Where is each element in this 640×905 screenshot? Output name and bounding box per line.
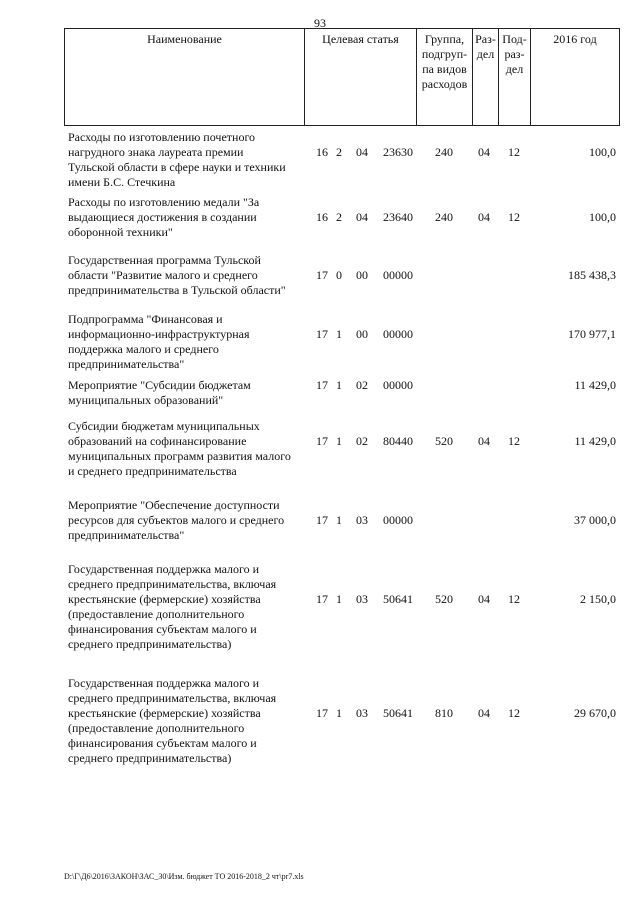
target-part-2: 2 xyxy=(336,210,342,224)
target-part-1: 17 xyxy=(316,378,328,392)
target-part-3: 02 xyxy=(356,434,368,448)
target-part-1: 16 xyxy=(316,145,328,159)
amount-2016: 170 977,1 xyxy=(568,327,616,341)
row-name-line: среднего предпринимательства) xyxy=(68,751,232,765)
header-subsection-line: дел xyxy=(505,62,524,76)
row-name-line: крестьянские (фермерские) хозяйства xyxy=(68,706,261,720)
group-code: 520 xyxy=(435,592,453,606)
row-name-line: Расходы по изготовлению почетного xyxy=(68,130,256,144)
file-path-footer: D:\Г\Д6\2016\ЗАКОН\ЗАС_30\Изм. бюджет ТО 2016-2018_2 чт\pr7.xls xyxy=(64,872,304,881)
amount-2016: 37 000,0 xyxy=(574,513,616,527)
target-part-3: 00 xyxy=(356,327,368,341)
target-part-4: 23640 xyxy=(383,210,413,224)
row-name-line: предпринимательства" xyxy=(68,528,185,542)
row-name-line: Подпрограмма "Финансовая и xyxy=(68,312,223,326)
target-part-2: 1 xyxy=(336,434,342,448)
row-name-line: Мероприятие "Субсидии бюджетам xyxy=(68,378,251,392)
target-part-3: 03 xyxy=(356,706,368,720)
group-code: 240 xyxy=(435,145,453,159)
row-name xyxy=(68,419,308,479)
target-part-1: 17 xyxy=(316,434,328,448)
row-name-line: области "Развитие малого и среднего xyxy=(68,268,258,282)
group-code: 240 xyxy=(435,210,453,224)
header-subsection-line: Под- xyxy=(502,32,527,46)
amount-2016: 100,0 xyxy=(589,210,616,224)
row-name-line: ресурсов для субъектов малого и среднего xyxy=(68,513,285,527)
target-part-3: 03 xyxy=(356,592,368,606)
amount-2016: 29 670,0 xyxy=(574,706,616,720)
target-part-4: 00000 xyxy=(383,378,413,392)
target-part-2: 1 xyxy=(336,592,342,606)
header-group-line: подгруп- xyxy=(421,47,468,61)
header-section xyxy=(473,29,499,125)
row-name-line: поддержка малого и среднего xyxy=(68,342,219,356)
target-part-4: 00000 xyxy=(383,513,413,527)
section-code: 04 xyxy=(478,210,490,224)
row-name-line: среднего предпринимательства, включая xyxy=(68,691,277,705)
target-part-1: 16 xyxy=(316,210,328,224)
row-name-line: крестьянские (фермерские) хозяйства xyxy=(68,592,261,606)
amount-2016: 100,0 xyxy=(589,145,616,159)
target-part-1: 17 xyxy=(316,592,328,606)
subsection-code: 12 xyxy=(508,706,520,720)
subsection-code: 12 xyxy=(508,210,520,224)
header-group-line: па видов xyxy=(422,62,467,76)
group-code: 810 xyxy=(435,706,453,720)
page-number: 93 xyxy=(314,16,326,30)
row-name xyxy=(68,195,308,240)
target-part-2: 1 xyxy=(336,513,342,527)
target-part-4: 23630 xyxy=(383,145,413,159)
target-part-4: 50641 xyxy=(383,706,413,720)
target-part-3: 04 xyxy=(356,210,368,224)
target-part-4: 80440 xyxy=(383,434,413,448)
section-code: 04 xyxy=(478,706,490,720)
row-name-line: образований на софинансирование xyxy=(68,434,247,448)
subsection-code: 12 xyxy=(508,592,520,606)
row-name-line: Тульской области в сфере науки и техники xyxy=(68,160,286,174)
row-name-line: муниципальных образований" xyxy=(68,393,224,407)
target-part-2: 1 xyxy=(336,327,342,341)
target-part-3: 00 xyxy=(356,268,368,282)
row-name xyxy=(68,498,308,543)
row-name xyxy=(68,312,308,372)
row-name-line: финансирования субъектам малого и xyxy=(68,736,257,750)
row-name xyxy=(68,130,308,190)
row-name-line: Государственная поддержка малого и xyxy=(68,562,260,576)
target-part-3: 04 xyxy=(356,145,368,159)
target-part-4: 00000 xyxy=(383,268,413,282)
row-name-line: информационно-инфраструктурная xyxy=(68,327,250,341)
row-name xyxy=(68,676,308,766)
row-name-line: предпринимательства" xyxy=(68,357,185,371)
header-group xyxy=(417,29,473,125)
row-name-line: предпринимательства в Тульской области" xyxy=(68,283,286,297)
header-group-line: Группа, xyxy=(424,32,465,46)
row-name-line: имени Б.С. Стечкина xyxy=(68,175,176,189)
section-code: 04 xyxy=(478,592,490,606)
target-part-1: 17 xyxy=(316,706,328,720)
section-code: 04 xyxy=(478,434,490,448)
row-name-line: среднего предпринимательства, включая xyxy=(68,577,277,591)
target-part-4: 00000 xyxy=(383,327,413,341)
target-part-1: 17 xyxy=(316,268,328,282)
target-part-2: 1 xyxy=(336,378,342,392)
header-subsection xyxy=(499,29,531,125)
amount-2016: 185 438,3 xyxy=(568,268,616,282)
amount-2016: 2 150,0 xyxy=(580,592,616,606)
row-name-line: Субсидии бюджетам муниципальных xyxy=(68,419,260,433)
target-part-3: 02 xyxy=(356,378,368,392)
target-part-4: 50641 xyxy=(383,592,413,606)
header-subsection-line: раз- xyxy=(504,47,525,61)
subsection-code: 12 xyxy=(508,434,520,448)
row-name-line: оборонной техники" xyxy=(68,225,173,239)
target-part-2: 1 xyxy=(336,706,342,720)
row-name-line: и среднего предпринимательства xyxy=(68,464,237,478)
section-code: 04 xyxy=(478,145,490,159)
header-section-line: Раз- xyxy=(475,32,496,46)
header-group-line: расходов xyxy=(421,77,468,91)
row-name-line: финансирования субъектам малого и xyxy=(68,622,257,636)
row-name-line: Расходы по изготовлению медали "За xyxy=(68,195,260,209)
header-section-line: дел xyxy=(476,47,495,61)
row-name-line: выдающиеся достижения в создании xyxy=(68,210,257,224)
group-code: 520 xyxy=(435,434,453,448)
row-name-line: Мероприятие "Обеспечение доступности xyxy=(68,498,280,512)
table-header xyxy=(64,28,620,126)
target-part-1: 17 xyxy=(316,513,328,527)
amount-2016: 11 429,0 xyxy=(574,434,616,448)
row-name xyxy=(68,253,308,298)
target-part-2: 0 xyxy=(336,268,342,282)
header-target-article: Целевая статья xyxy=(305,29,417,125)
header-name: Наименование xyxy=(65,29,305,125)
row-name-line: нагрудного знака лауреата премии xyxy=(68,145,244,159)
row-name-line: (предоставление дополнительного xyxy=(68,607,245,621)
amount-2016: 11 429,0 xyxy=(574,378,616,392)
row-name xyxy=(68,562,308,652)
row-name-line: Государственная программа Тульской xyxy=(68,253,261,267)
target-part-1: 17 xyxy=(316,327,328,341)
target-part-2: 2 xyxy=(336,145,342,159)
target-part-3: 03 xyxy=(356,513,368,527)
row-name-line: (предоставление дополнительного xyxy=(68,721,245,735)
row-name-line: Государственная поддержка малого и xyxy=(68,676,260,690)
row-name-line: муниципальных программ развития малого xyxy=(68,449,291,463)
subsection-code: 12 xyxy=(508,145,520,159)
row-name-line: среднего предпринимательства) xyxy=(68,637,232,651)
row-name xyxy=(68,378,308,408)
header-year: 2016 год xyxy=(553,32,597,46)
